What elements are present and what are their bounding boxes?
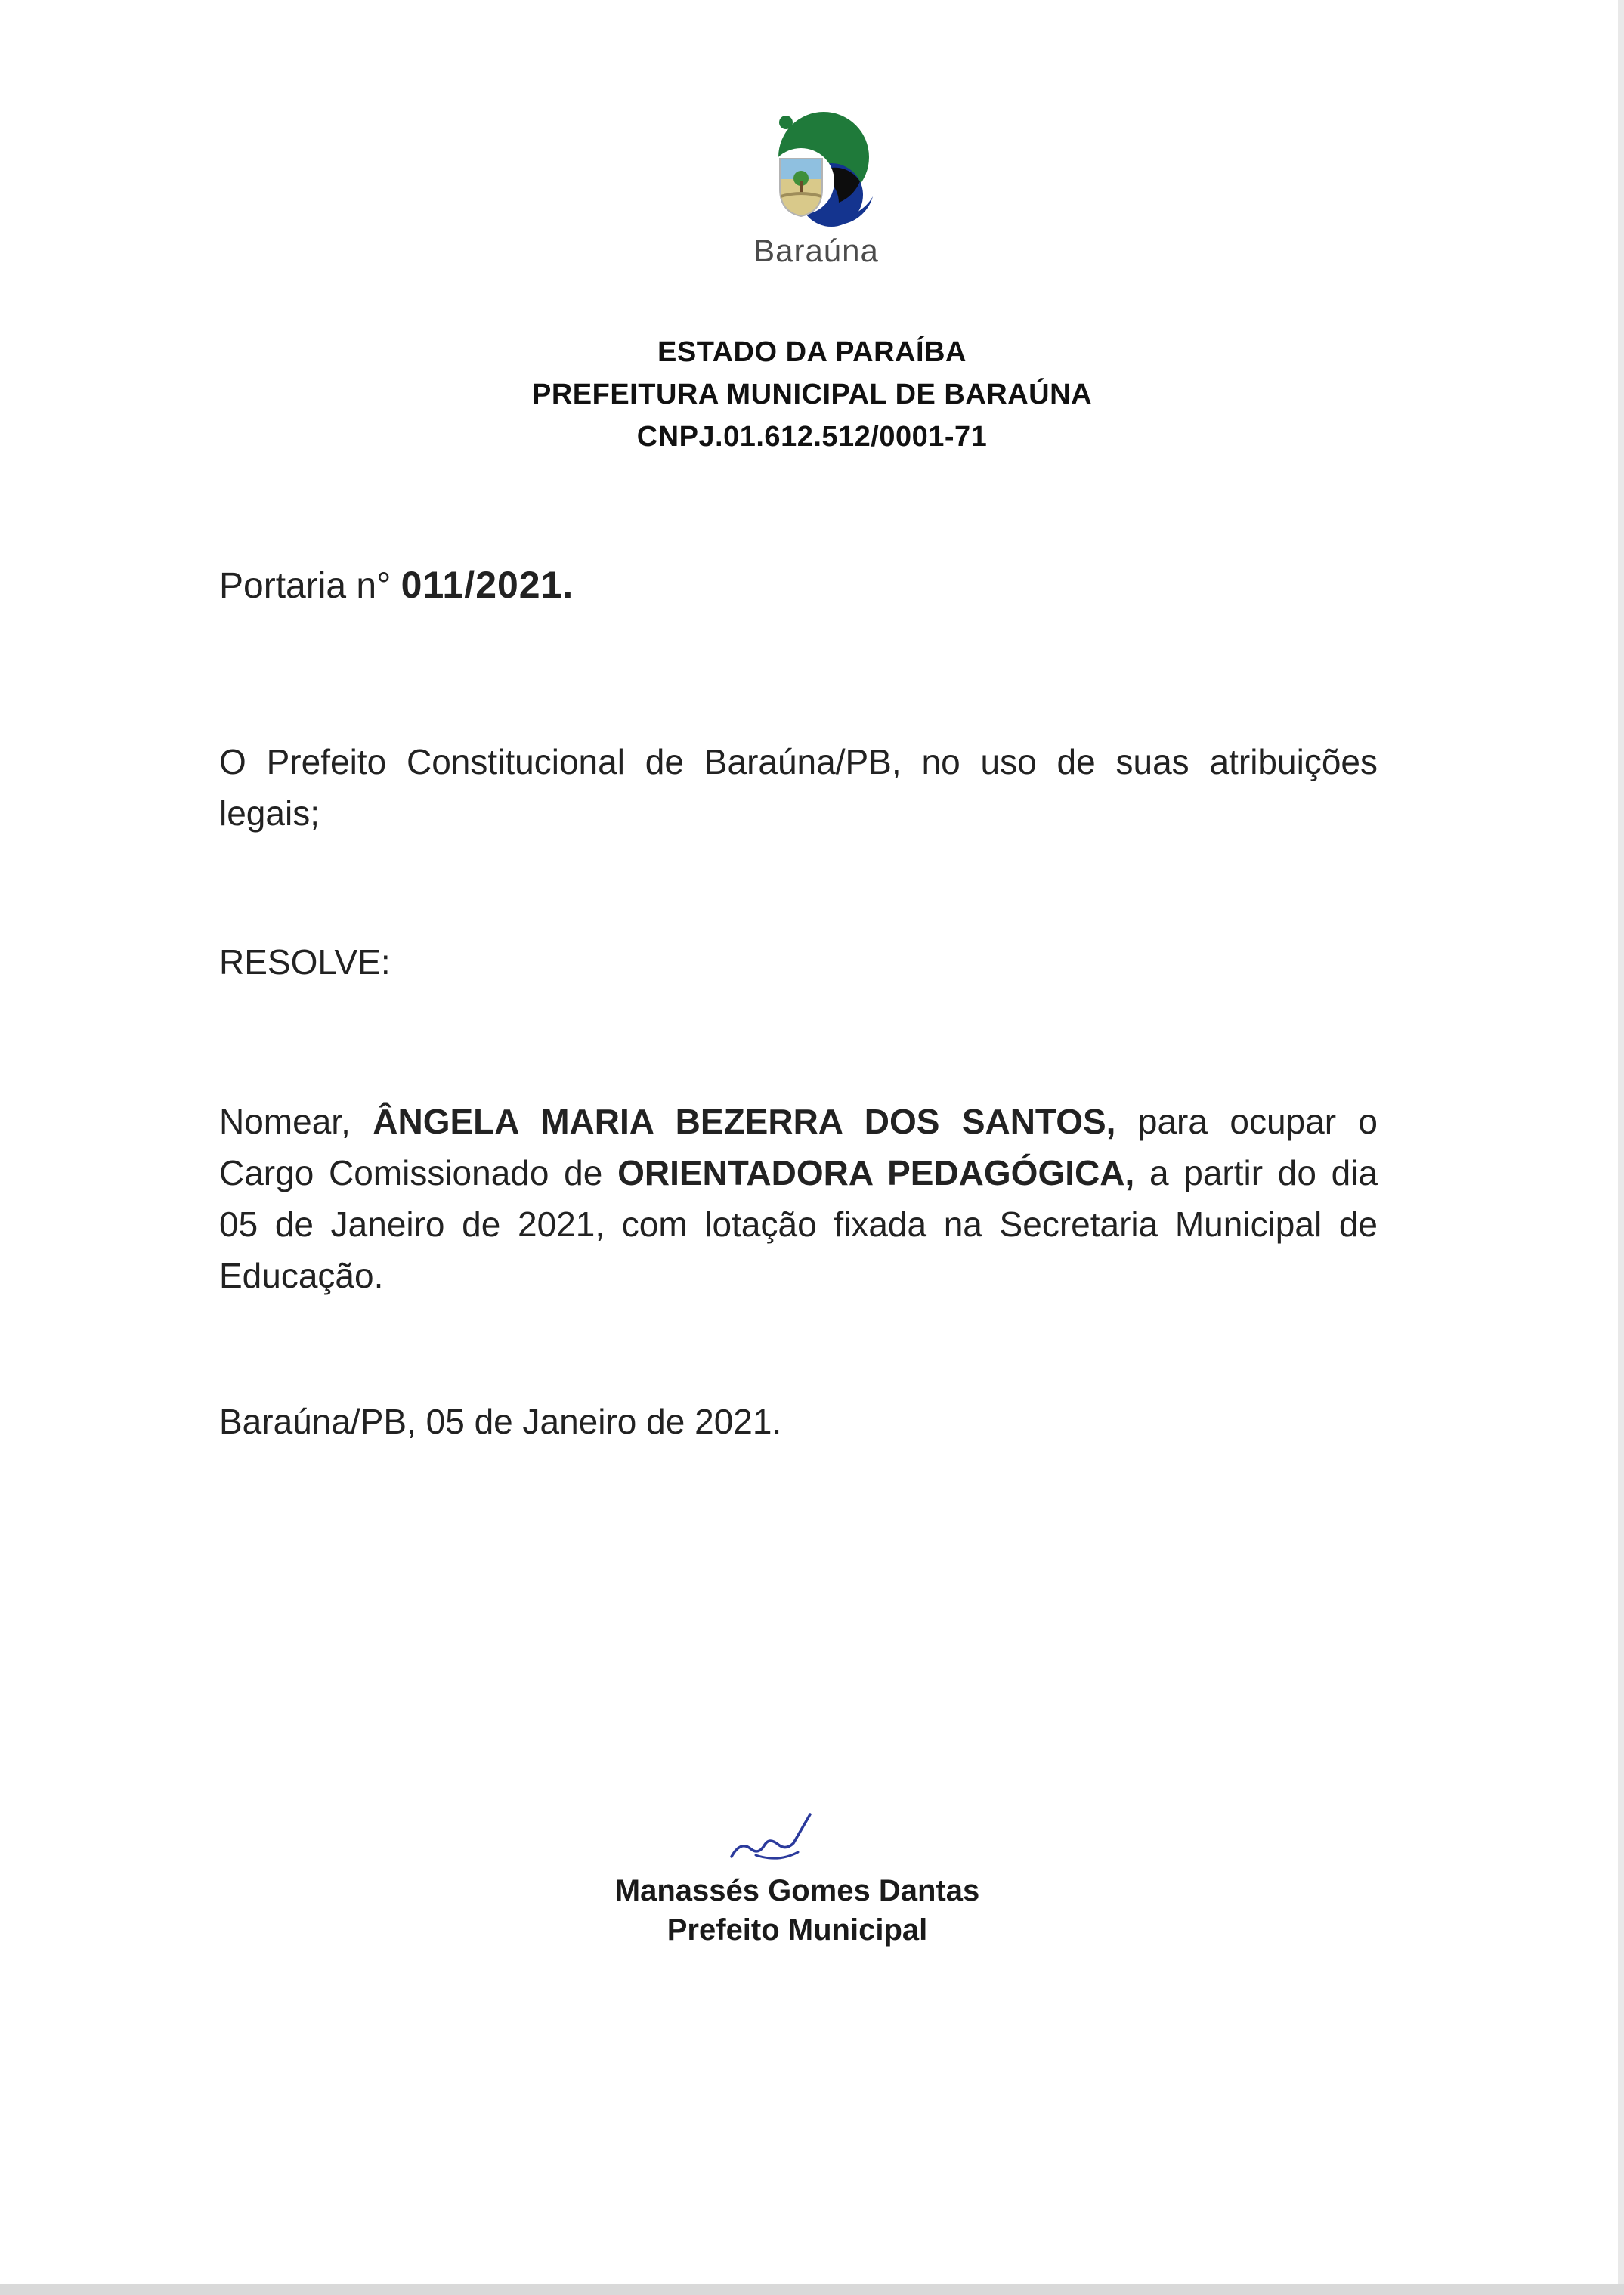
logo-text: Baraúna xyxy=(753,233,879,268)
handwritten-signature xyxy=(725,1810,831,1870)
portaria-number: 011/2021. xyxy=(401,564,574,606)
resolve-heading: RESOLVE: xyxy=(219,942,391,982)
body-part2: para ocupar o Cargo Comissionado de xyxy=(219,1102,1378,1192)
body-part1: Nomear, xyxy=(219,1102,351,1141)
intro-paragraph: O Prefeito Constitucional de Baraúna/PB, no uso de suas atribuições legais; xyxy=(219,742,1378,833)
baruna-emblem-icon xyxy=(725,106,907,234)
appointed-role: ORIENTADORA PEDAGÓGICA, xyxy=(617,1153,1135,1192)
signatory-title: Prefeito Municipal xyxy=(667,1913,928,1947)
document-header xyxy=(0,331,1624,458)
body-part3: a partir do dia 05 de Janeiro de 2021, com lotação fixada na Secretaria Municipal de Educação. xyxy=(219,1153,1378,1295)
portaria-title xyxy=(219,563,574,607)
signatory-name: Manassés Gomes Dantas xyxy=(614,1874,980,1907)
appointee-name: ÂNGELA MARIA BEZERRA DOS SANTOS, xyxy=(373,1102,1116,1141)
signature-block xyxy=(0,1871,1595,1950)
scan-bottom-edge xyxy=(0,2284,1624,2295)
portaria-prefix: Portaria n° xyxy=(219,566,391,606)
date-line: Baraúna/PB, 05 de Janeiro de 2021. xyxy=(219,1402,782,1441)
header-state: ESTADO DA PARAÍBA xyxy=(657,336,967,368)
body-paragraph xyxy=(219,1096,1378,1301)
header-prefecture: PREFEITURA MUNICIPAL DE BARAÚNA xyxy=(531,379,1093,410)
municipal-logo xyxy=(725,106,907,280)
header-cnpj: CNPJ.01.612.512/0001-71 xyxy=(636,421,988,453)
